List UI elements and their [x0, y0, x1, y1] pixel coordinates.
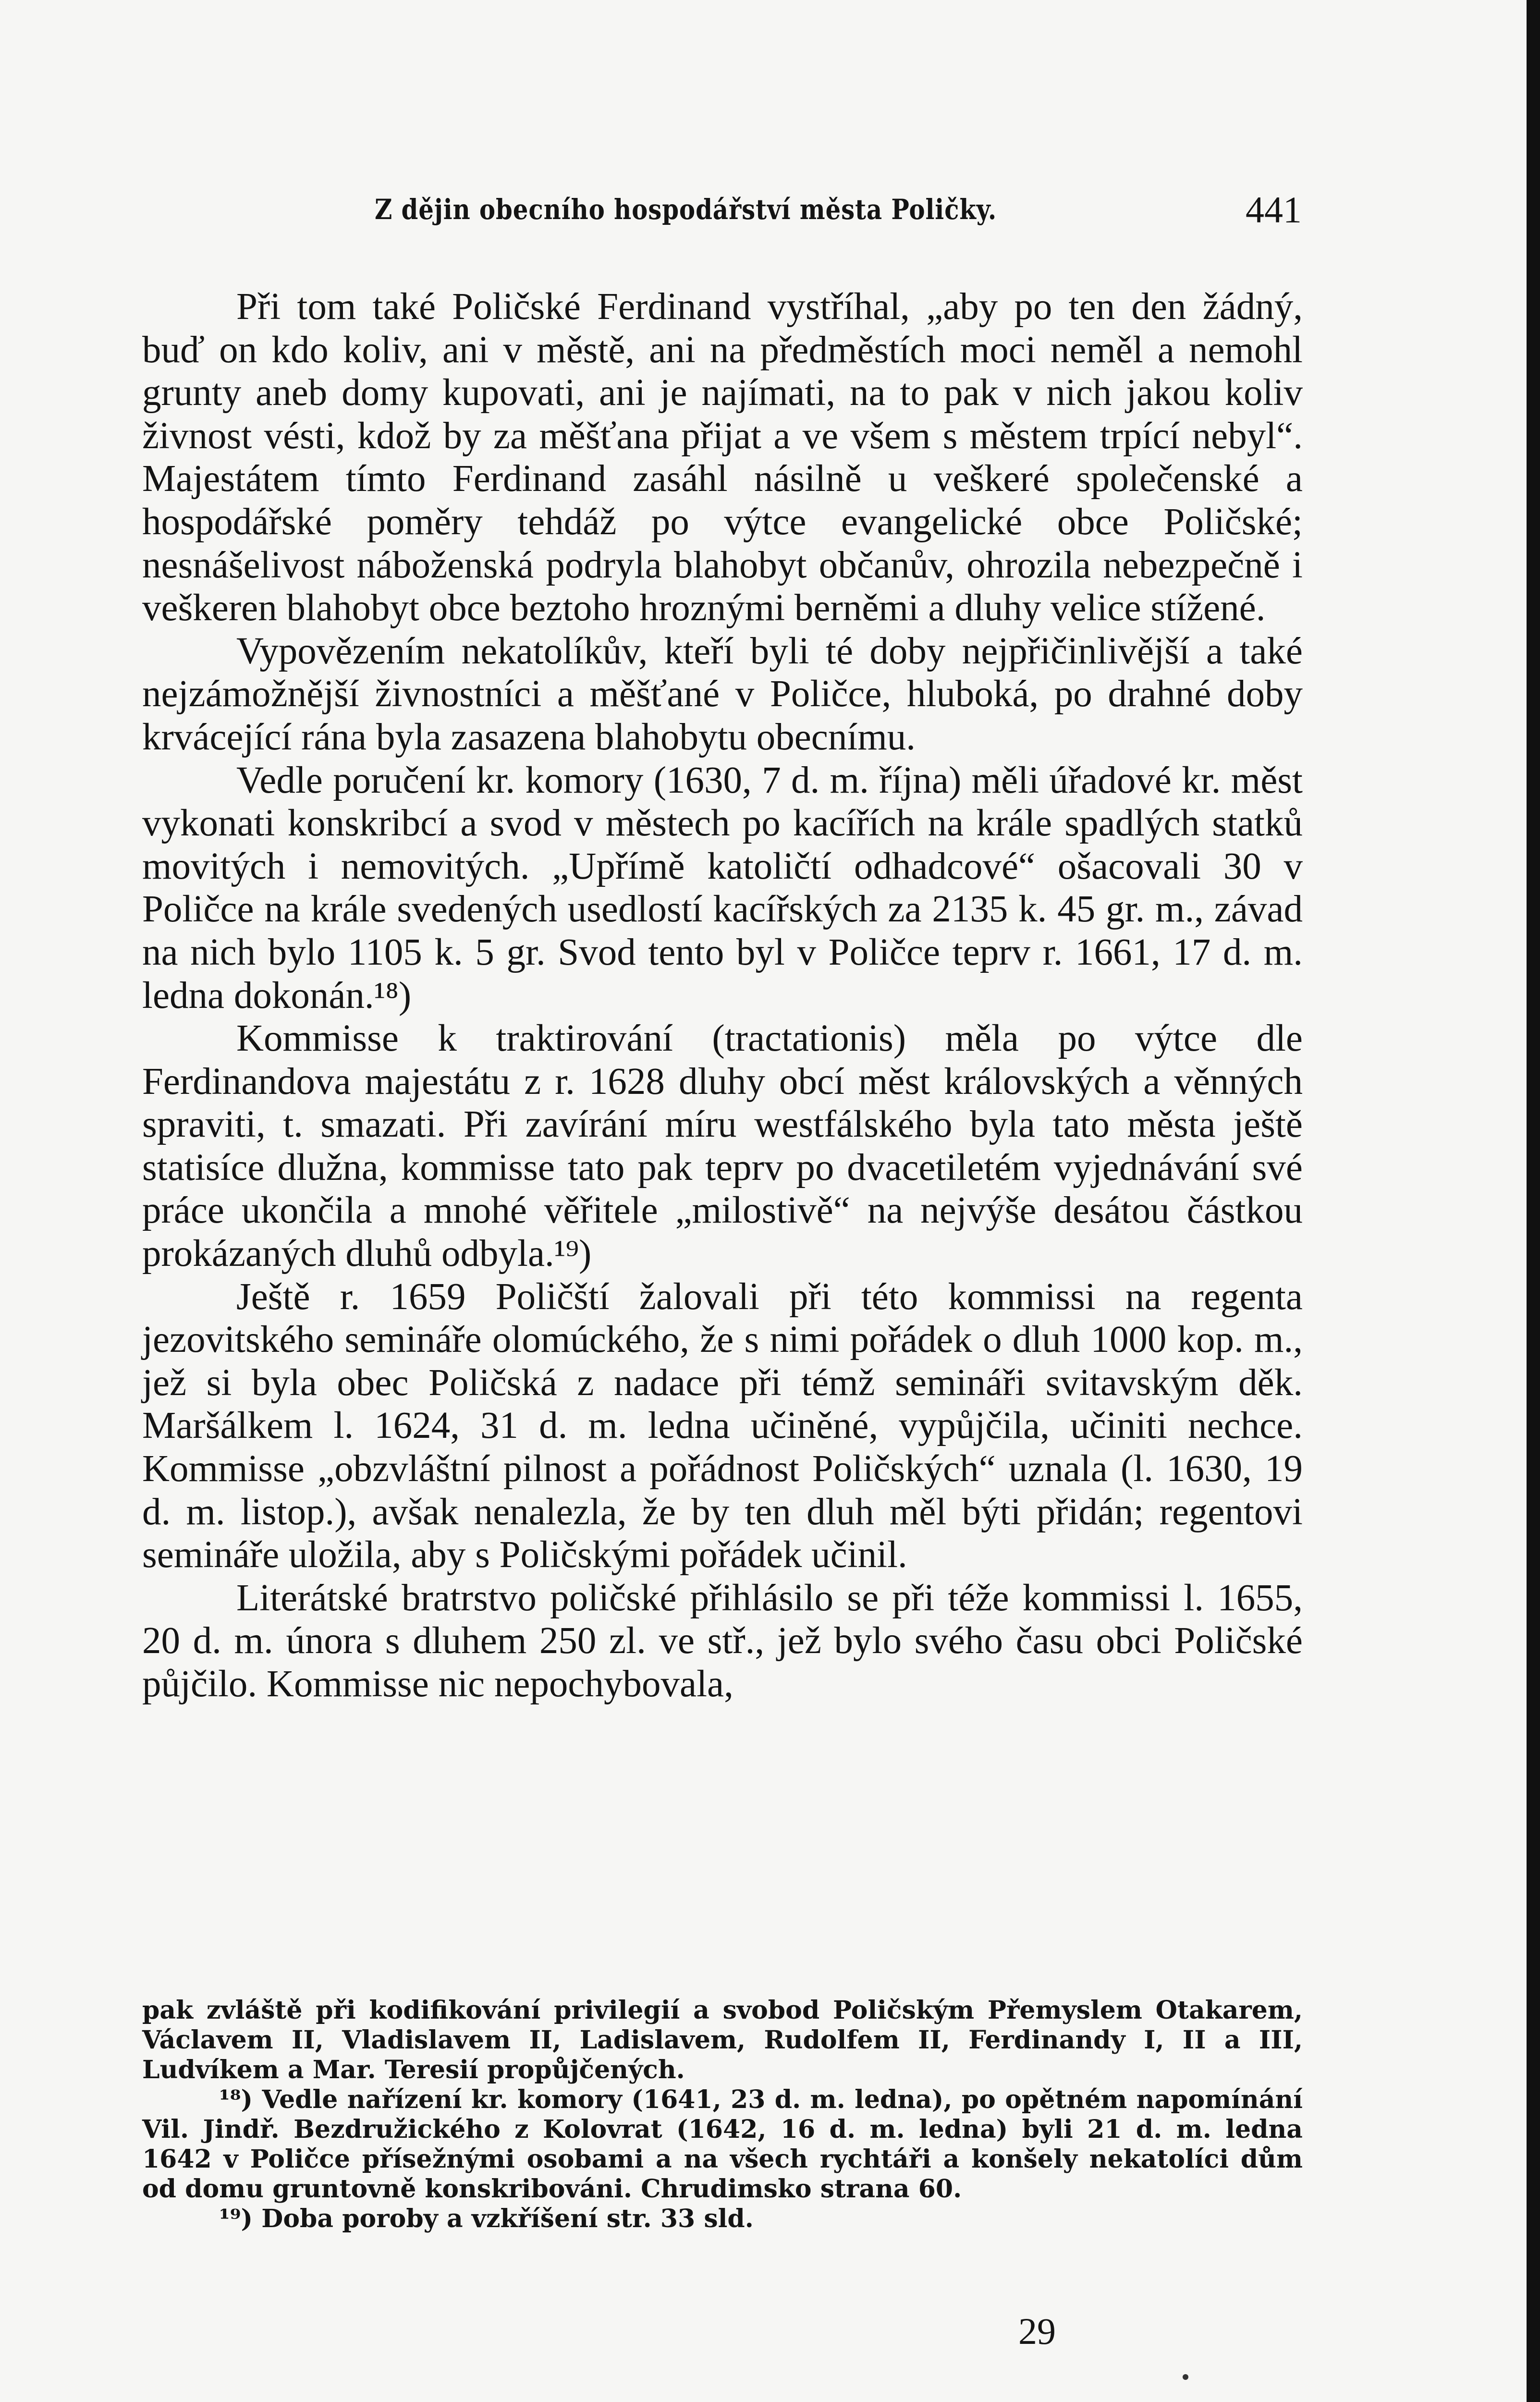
running-title: Z dějin obecního hospodářství města Poličky. — [375, 193, 997, 226]
page-header — [375, 188, 1302, 232]
paragraph: Ještě r. 1659 Poličští žalovali při této kommissi na regenta jezovitského semináře olomúckého, že s nimi pořádek o dluh 1000 kop. m., jež si byla obec Poličská z nadace při témž semináři svitavským děk. Maršálkem l. 1624, 31 d. m. ledna učiněné, vypůjčila, učiniti nechce. Kommisse „obzvláštní pilnost a pořádnost Poličských“ uznala (l. 1630, 19 d. m. listop.), avšak nenalezla, že by ten dluh měl býti přidán; regentovi semináře uložila, aby s Poličskými pořádek učinil. — [142, 1275, 1303, 1576]
signature-mark: 29 — [1018, 2310, 1056, 2352]
paragraph: Při tom také Poličské Ferdinand vystříhal, „aby po ten den žádný, buď on kdo koliv, ani v městě, ani na předměstích moci neměl a nemohl grunty aneb domy kupovati, ani je najímati, na to pak v nich jakou koliv živnost vésti, kdož by za měšťana přijat a ve všem s městem trpící nebyl“. Majestátem tímto Ferdinand zasáhl násilně u veškeré společenské a hospodářské poměry tehdáž po výtce evangelické obce Poličské; nesnášelivost náboženská podryla blahobyt občanův, ohrozila nebezpečně i veškeren blahobyt obce beztoho hroznými berněmi a dluhy velice stížené. — [142, 286, 1303, 629]
footnote-19: ¹⁹) Doba poroby a vzkříšení str. 33 sld. — [219, 2204, 754, 2233]
paragraph: Literátské bratrstvo poličské přihlásilo se při téže kommissi l. 1655, 20 d. m. února s dluhem 250 zl. ve stř., jež bylo svého času obci Poličské půjčilo. Kommisse nic nepochybovala, — [142, 1577, 1303, 1705]
main-text — [142, 285, 1303, 1706]
footnote-continuation: pak zvláště při kodifikování privilegií a svobod Poličským Přemyslem Otakarem, Václavem II, Vladislavem II, Ladislavem, Rudolfem II, Ferdinandy I, II a III, Ludvíkem a Mar. Teresií propůjčených. — [142, 1996, 1303, 2084]
paragraph: Kommisse k traktirování (tractationis) měla po výtce dle Ferdinandova majestátu z r. 1628 dluhy obcí měst královských a věnných spraviti, t. smazati. Při zavírání míru westfálského byla tato města ještě statisíce dlužna, kommisse tato pak teprv po dvacetiletém vyjednávání své práce ukončila a mnohé věřitele „milostivě“ na nejvýše desátou částkou prokázaných dluhů odbyla.¹⁹) — [142, 1017, 1303, 1275]
footnote-18: ¹⁸) Vedle nařízení kr. komory (1641, 23 d. m. ledna), po opětném napomínání Vil. Jindř. Bezdružického z Kolovrat (1642, 16 d. m. ledna) byli 21 d. m. ledna 1642 v Poličce přísežnými osobami a na všech rychtáři a konšely nekatolíci dům od domu gruntovně konskribováni. Chrudimsko strana 60. — [142, 2085, 1303, 2204]
page-number: 441 — [1246, 189, 1302, 231]
paragraph: Vypovězením nekatolíkův, kteří byli té doby nejpřičinlivější a také nejzámožnější živnostníci a měšťané v Poličce, hluboká, po drahné doby krvácející rána byla zasazena blahobytu obecnímu. — [142, 630, 1303, 758]
paragraph: Vedle poručení kr. komory (1630, 7 d. m. října) měli úřadové kr. měst vykonati konskribcí a svod v městech po kacířích na krále spadlých statků movitých i nemovitých. „Upřímě katoličtí odhadcové“ ošacovali 30 v Poličce na krále svedených usedlostí kacířských za 2135 k. 45 gr. m., závad na nich bylo 1105 k. 5 gr. Svod tento byl v Poličce teprv r. 1661, 17 d. m. ledna dokonán.¹⁸) — [142, 759, 1303, 1017]
print-speck — [1183, 2374, 1188, 2380]
footnotes — [142, 1996, 1303, 2234]
